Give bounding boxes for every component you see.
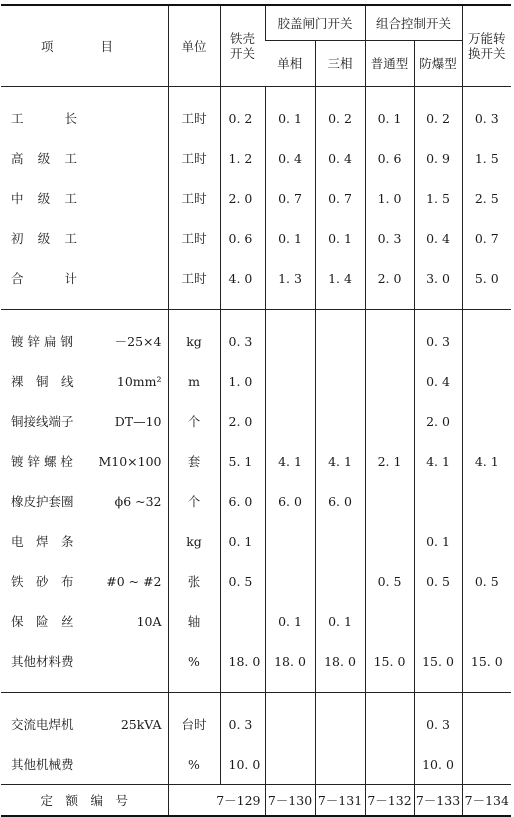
- value-cell: [265, 401, 315, 441]
- value-cell: 0. 7: [315, 178, 365, 218]
- table-row: [1, 218, 511, 258]
- value-cell: [462, 361, 511, 401]
- table-row: [1, 441, 511, 481]
- table-row: [1, 744, 511, 785]
- value-cell: [414, 601, 462, 641]
- value-cell: [265, 561, 315, 601]
- material-name: 裸 铜 线 10mm²: [11, 373, 162, 389]
- material-name: 电 焊 条: [11, 533, 74, 549]
- unit-cell: 套: [168, 441, 220, 481]
- value-cell: [462, 744, 511, 785]
- value-cell: 0. 3: [220, 321, 265, 361]
- quota-code: 7－134: [462, 785, 511, 817]
- value-cell: 0. 2: [315, 98, 365, 138]
- value-cell: 1. 0: [365, 178, 414, 218]
- unit-cell: 工时: [168, 258, 220, 298]
- quota-table: [1, 4, 511, 817]
- value-cell: 0. 5: [462, 561, 511, 601]
- header-iron-shell-switch: 铁壳 开关: [220, 5, 265, 87]
- header-normal-type: 普通型: [365, 41, 414, 87]
- table-row: [1, 178, 511, 218]
- table-row: [1, 361, 511, 401]
- value-cell: 0. 1: [365, 98, 414, 138]
- value-cell: 1. 2: [220, 138, 265, 178]
- machine-name: 其他机械费: [11, 756, 74, 772]
- header-explosion-proof: 防爆型: [414, 41, 462, 87]
- value-cell: 0. 7: [265, 178, 315, 218]
- value-cell: [462, 704, 511, 744]
- value-cell: [265, 361, 315, 401]
- value-cell: [365, 481, 414, 521]
- quota-code: 7－133: [414, 785, 462, 817]
- value-cell: 4. 1: [265, 441, 315, 481]
- header-single-phase: 单相: [265, 41, 315, 87]
- value-cell: [315, 361, 365, 401]
- value-cell: 2. 0: [220, 178, 265, 218]
- value-cell: 4. 1: [414, 441, 462, 481]
- value-cell: [315, 744, 365, 785]
- header-three-phase: 三相: [315, 41, 365, 87]
- value-cell: 15. 0: [462, 641, 511, 681]
- value-cell: 5. 0: [462, 258, 511, 298]
- value-cell: 1. 5: [462, 138, 511, 178]
- value-cell: 4. 1: [315, 441, 365, 481]
- value-cell: 0. 3: [220, 704, 265, 744]
- value-cell: 5. 1: [220, 441, 265, 481]
- material-name: 镀 锌 扁 钢 －25×4: [11, 333, 162, 349]
- unit-cell: 张: [168, 561, 220, 601]
- quota-code: 7－130: [265, 785, 315, 817]
- machine-name: 交流电焊机 25kVA: [11, 716, 162, 732]
- value-cell: [462, 481, 511, 521]
- unit-cell: m: [168, 361, 220, 401]
- unit-cell: kg: [168, 521, 220, 561]
- quota-code-label: 定 额 编 号: [1, 785, 168, 817]
- value-cell: 0. 3: [414, 704, 462, 744]
- value-cell: 2. 5: [462, 178, 511, 218]
- labor-name: 工 长: [11, 110, 77, 126]
- value-cell: 15. 0: [365, 641, 414, 681]
- labor-name: 中 级 工: [11, 190, 77, 206]
- value-cell: [365, 361, 414, 401]
- value-cell: 2. 0: [365, 258, 414, 298]
- value-cell: 2. 1: [365, 441, 414, 481]
- value-cell: 0. 6: [365, 138, 414, 178]
- value-cell: 0. 3: [414, 321, 462, 361]
- value-cell: [220, 601, 265, 641]
- labor-name: 高 级 工: [11, 150, 77, 166]
- value-cell: 0. 2: [220, 98, 265, 138]
- value-cell: 0. 1: [265, 98, 315, 138]
- value-cell: 6. 0: [315, 481, 365, 521]
- quota-code: 7－131: [315, 785, 365, 817]
- value-cell: [365, 704, 414, 744]
- material-name: 橡皮护套圈 ϕ6 ~32: [11, 493, 162, 509]
- material-name: 保 险 丝 10A: [11, 613, 162, 629]
- value-cell: [265, 521, 315, 561]
- value-cell: 4. 0: [220, 258, 265, 298]
- value-cell: 18. 0: [220, 641, 265, 681]
- material-name: 铁 砂 布 #0 ~ #2: [11, 573, 162, 589]
- value-cell: 0. 4: [265, 138, 315, 178]
- value-cell: 0. 1: [265, 218, 315, 258]
- table-row: [1, 258, 511, 298]
- table-row: [1, 481, 511, 521]
- table-row: [1, 601, 511, 641]
- material-name: 铜接线端子 DT—10: [11, 413, 162, 429]
- value-cell: 1. 3: [265, 258, 315, 298]
- value-cell: [315, 561, 365, 601]
- value-cell: [365, 521, 414, 561]
- value-cell: 0. 9: [414, 138, 462, 178]
- header-unit: 单位: [168, 5, 220, 87]
- value-cell: 0. 4: [414, 361, 462, 401]
- value-cell: 0. 1: [315, 601, 365, 641]
- table-row: [1, 321, 511, 361]
- value-cell: 10. 0: [414, 744, 462, 785]
- value-cell: [462, 521, 511, 561]
- value-cell: 0. 1: [220, 521, 265, 561]
- value-cell: 0. 4: [414, 218, 462, 258]
- value-cell: 0. 1: [315, 218, 365, 258]
- header-combo-switch: 组合控制开关: [365, 5, 462, 41]
- value-cell: 0. 2: [414, 98, 462, 138]
- value-cell: [315, 521, 365, 561]
- value-cell: [265, 704, 315, 744]
- value-cell: 3. 0: [414, 258, 462, 298]
- table-row: [1, 401, 511, 441]
- value-cell: 1. 5: [414, 178, 462, 218]
- table-row: [1, 138, 511, 178]
- unit-cell: kg: [168, 321, 220, 361]
- labor-name: 合 计: [11, 270, 77, 286]
- value-cell: [265, 321, 315, 361]
- value-cell: 0. 7: [462, 218, 511, 258]
- quota-code-row: [1, 785, 511, 817]
- value-cell: [462, 601, 511, 641]
- material-name: 镀 锌 螺 栓 M10×100: [11, 453, 162, 469]
- value-cell: 0. 1: [414, 521, 462, 561]
- value-cell: 10. 0: [220, 744, 265, 785]
- header-universal-switch: 万能转 换开关: [462, 5, 511, 87]
- unit-cell: 工时: [168, 98, 220, 138]
- unit-cell: 轴: [168, 601, 220, 641]
- value-cell: [315, 321, 365, 361]
- value-cell: 0. 4: [315, 138, 365, 178]
- value-cell: 18. 0: [265, 641, 315, 681]
- value-cell: 6. 0: [220, 481, 265, 521]
- table-row: [1, 704, 511, 744]
- value-cell: 0. 5: [365, 561, 414, 601]
- unit-cell: 工时: [168, 218, 220, 258]
- value-cell: 4. 1: [462, 441, 511, 481]
- value-cell: [315, 704, 365, 744]
- value-cell: 1. 4: [315, 258, 365, 298]
- value-cell: 0. 5: [414, 561, 462, 601]
- value-cell: [462, 321, 511, 361]
- value-cell: 0. 1: [265, 601, 315, 641]
- quota-code: 7－132: [365, 785, 414, 817]
- table-row: [1, 641, 511, 681]
- value-cell: 2. 0: [220, 401, 265, 441]
- unit-cell: 个: [168, 401, 220, 441]
- value-cell: 0. 3: [462, 98, 511, 138]
- table-row: [1, 521, 511, 561]
- quota-code: 7－129: [168, 785, 265, 817]
- value-cell: 0. 6: [220, 218, 265, 258]
- unit-cell: 工时: [168, 178, 220, 218]
- value-cell: [365, 321, 414, 361]
- value-cell: [365, 601, 414, 641]
- value-cell: 0. 3: [365, 218, 414, 258]
- header-item: 项 目: [1, 5, 168, 87]
- header-rubber-cover-switch: 胶盖闸门开关: [265, 5, 365, 41]
- table-row: [1, 561, 511, 601]
- labor-name: 初 级 工: [11, 230, 77, 246]
- value-cell: [265, 744, 315, 785]
- unit-cell: 台时: [168, 704, 220, 744]
- table-row: [1, 98, 511, 138]
- value-cell: [315, 401, 365, 441]
- value-cell: [462, 401, 511, 441]
- value-cell: 0. 5: [220, 561, 265, 601]
- value-cell: [365, 744, 414, 785]
- unit-cell: 个: [168, 481, 220, 521]
- unit-cell: 工时: [168, 138, 220, 178]
- value-cell: [365, 401, 414, 441]
- unit-cell: %: [168, 641, 220, 681]
- value-cell: 6. 0: [265, 481, 315, 521]
- material-name: 其他材料费: [11, 653, 74, 669]
- value-cell: 2. 0: [414, 401, 462, 441]
- value-cell: [414, 481, 462, 521]
- value-cell: 15. 0: [414, 641, 462, 681]
- value-cell: 18. 0: [315, 641, 365, 681]
- value-cell: 1. 0: [220, 361, 265, 401]
- unit-cell: %: [168, 744, 220, 785]
